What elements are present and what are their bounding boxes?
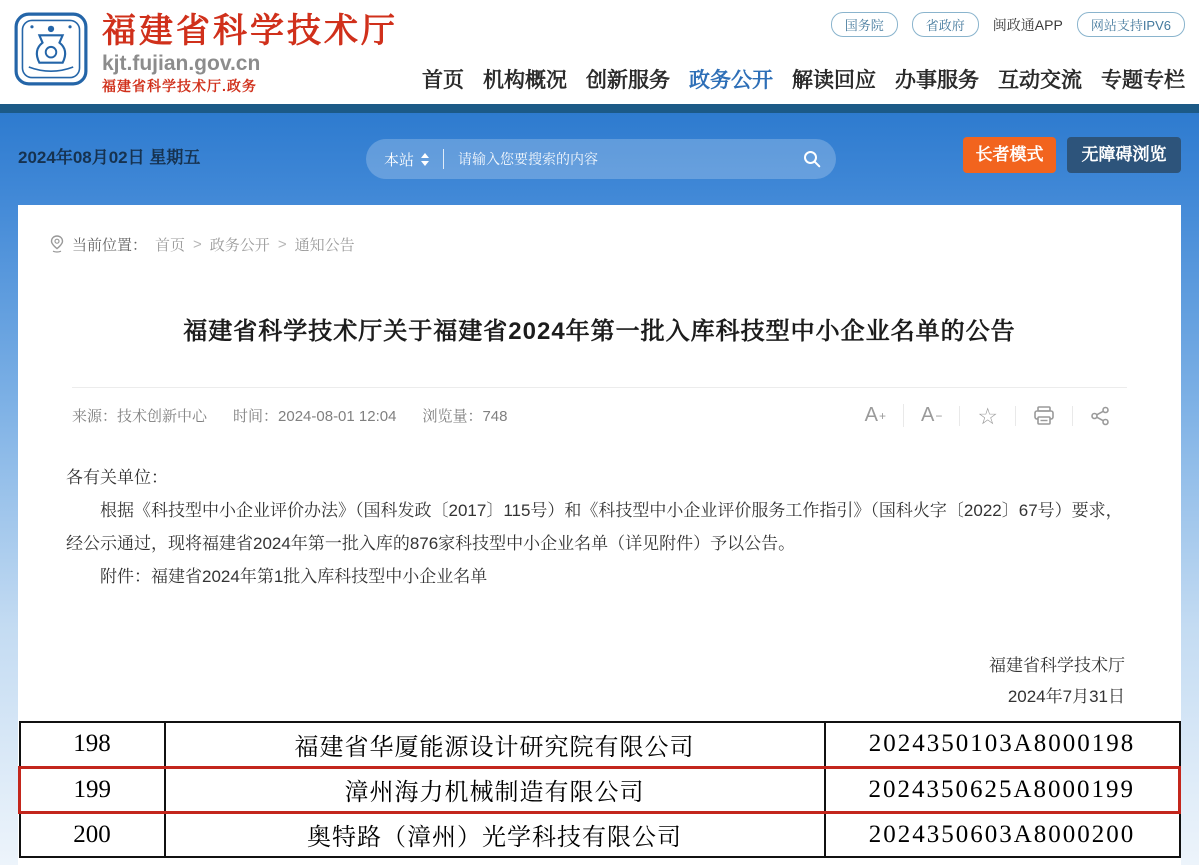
header-divider-strip	[0, 104, 1199, 113]
star-icon: ☆	[977, 402, 998, 429]
table-row	[20, 722, 1180, 767]
search-box	[366, 139, 836, 179]
printer-icon	[1033, 406, 1055, 426]
breadcrumb-notices[interactable]: 通知公告	[294, 236, 355, 254]
quick-links	[831, 12, 1185, 37]
breadcrumb-gov-disclosure[interactable]: 政务公开	[209, 236, 270, 254]
search-divider	[443, 149, 444, 169]
link-state-council[interactable]: 国务院	[831, 12, 898, 37]
table-row-highlighted	[20, 767, 1180, 812]
nav-item-home[interactable]: 首页	[422, 69, 464, 92]
article-meta-left	[72, 405, 507, 426]
article-views: 浏览量：748	[422, 408, 508, 425]
signer: 福建省科学技术厅	[989, 656, 1125, 675]
link-provincial-gov[interactable]: 省政府	[912, 12, 979, 37]
link-ipv6[interactable]: 网站支持IPV6	[1077, 12, 1185, 37]
table-row	[20, 812, 1180, 857]
site-seal-icon	[14, 12, 88, 86]
brand-text	[102, 12, 398, 95]
breadcrumb-separator: >	[277, 235, 287, 253]
page-background	[0, 113, 1199, 865]
paragraph-1: 根据《科技型中小企业评价办法》（国科发政〔2017〕115号）和《科技型中小企业评价服务工作指引》（国科火字〔2022〕67号）要求，经公示通过，现将福建省2024年第一批入库的876家科技型中小企业名单（详见附件）予以公告。	[66, 501, 1123, 553]
company-list-table	[18, 721, 1181, 858]
font-increase-button[interactable]: A +	[864, 404, 887, 426]
banner	[0, 113, 1199, 205]
article-body	[66, 461, 1133, 593]
attachment-line[interactable]: 附件：福建省2024年第1批入库科技型中小企业名单	[100, 567, 488, 586]
site-logo-area[interactable]	[14, 12, 398, 95]
article-title: 福建省科学技术厅关于福建省2024年第一批入库科技型中小企业名单的公告	[183, 318, 1016, 345]
registration-code-cell: 2024350603A8000200	[825, 812, 1180, 857]
nav-item-services[interactable]: 办事服务	[895, 69, 979, 92]
site-header	[0, 0, 1199, 104]
breadcrumb-label: 当前位置：	[72, 236, 148, 254]
search-scope-select[interactable]	[384, 149, 429, 170]
company-name-cell: 福建省华厦能源设计研究院有限公司	[165, 722, 825, 767]
company-name-cell: 奥特路（漳州）光学科技有限公司	[165, 812, 825, 857]
print-button[interactable]	[1015, 406, 1072, 426]
link-minzhengtong-app[interactable]: 闽政通APP	[992, 16, 1063, 33]
article-toolbar	[848, 404, 1127, 427]
content-card	[18, 205, 1181, 865]
search-input[interactable]	[458, 151, 802, 167]
search-button[interactable]	[802, 149, 822, 169]
article-time: 时间：2024-08-01 12:04	[233, 408, 397, 425]
elder-mode-button[interactable]: 长者模式	[963, 137, 1056, 173]
registration-code-cell: 2024350625A8000199	[825, 767, 1180, 812]
main-nav	[422, 64, 1185, 94]
site-url: kjt.fujian.gov.cn	[102, 52, 261, 75]
breadcrumb-home[interactable]: 首页	[155, 236, 186, 254]
favorite-button[interactable]	[959, 402, 1015, 429]
article-meta	[72, 388, 1127, 427]
current-date: 2024年08月02日 星期五	[18, 148, 201, 167]
nav-item-interaction[interactable]: 互动交流	[998, 69, 1082, 92]
nav-item-innovation[interactable]: 创新服务	[586, 69, 670, 92]
site-name: 福建省科学技术厅	[102, 12, 398, 50]
nav-item-interpretation[interactable]: 解读回应	[792, 69, 876, 92]
search-icon	[802, 149, 822, 169]
share-button[interactable]	[1072, 406, 1127, 426]
article-signature	[18, 650, 1125, 712]
breadcrumb	[18, 205, 1181, 254]
nav-item-gov-disclosure[interactable]: 政务公开	[689, 69, 773, 92]
scope-arrows-icon	[421, 153, 429, 166]
search-scope-label: 本站	[384, 151, 415, 169]
share-icon	[1090, 406, 1110, 426]
sign-date: 2024年7月31日	[1007, 687, 1125, 706]
seq-cell: 200	[20, 812, 165, 857]
nav-item-overview[interactable]: 机构概况	[483, 69, 567, 92]
font-decrease-button[interactable]: A −	[903, 404, 959, 427]
company-name-cell: 漳州海力机械制造有限公司	[165, 767, 825, 812]
location-pin-icon	[50, 235, 64, 253]
article-source: 来源：技术创新中心	[72, 408, 208, 425]
accessibility-button[interactable]: 无障碍浏览	[1067, 137, 1181, 173]
salutation: 各有关单位：	[66, 468, 168, 487]
nav-item-special[interactable]: 专题专栏	[1101, 69, 1185, 92]
registration-code-cell: 2024350103A8000198	[825, 722, 1180, 767]
seq-cell: 199	[20, 767, 165, 812]
breadcrumb-separator: >	[193, 235, 202, 253]
site-subtitle: 福建省科学技术厅.政务	[102, 78, 257, 94]
seq-cell: 198	[20, 722, 165, 767]
